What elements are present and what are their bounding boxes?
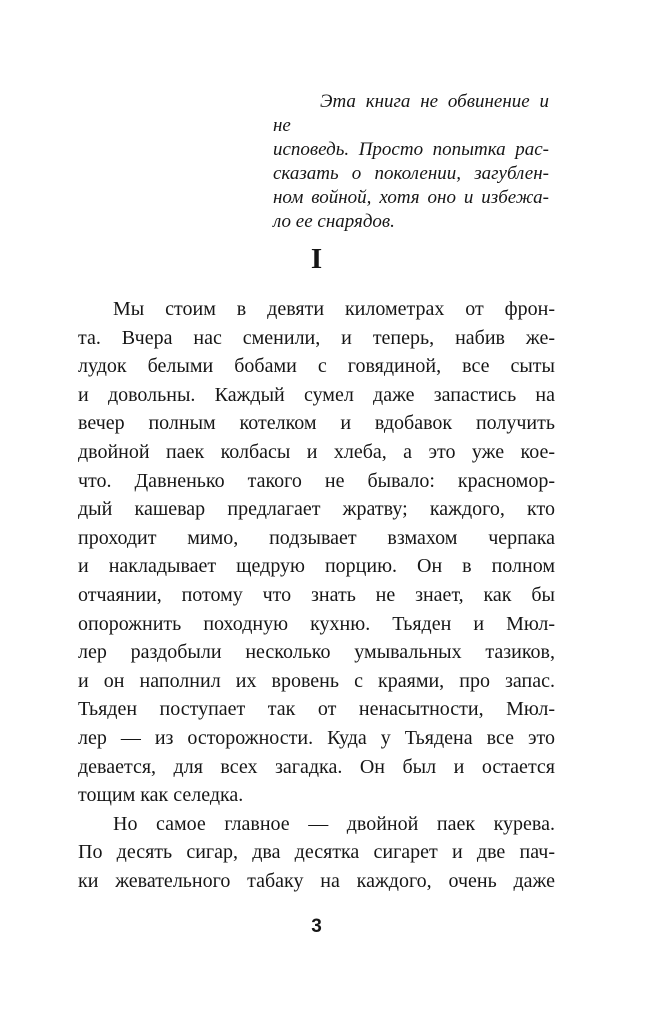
text-line: Тьяден поступает так от ненасытности, Мюл- [78, 698, 555, 721]
text-line: ки жевательного табаку на каждого, очень даже [78, 869, 555, 892]
text-line: что. Давненько такого не бывало: красномор- [78, 469, 555, 492]
text-line: и он наполнил их вровень с краями, про запас. [78, 669, 555, 692]
text-line: и довольны. Каждый сумел даже запастись на [78, 383, 555, 406]
text-line: та. Вчера нас сменили, и теперь, набив же- [78, 326, 555, 349]
text-line: По десять сигар, два десятка сигарет и две пач- [78, 841, 555, 864]
text-line: сказать о поколении, загублен- [273, 163, 549, 184]
page-number: 3 [311, 916, 322, 937]
body-text [78, 295, 555, 895]
text-line: исповедь. Просто попытка рас- [273, 139, 549, 160]
text-line: дый кашевар предлагает жратву; каждого, кто [78, 498, 555, 521]
epigraph [273, 90, 549, 234]
text-line: Мы стоим в девяти километрах от фрон- [113, 298, 555, 320]
text-line: опорожнить походную кухню. Тьяден и Мюл- [78, 612, 555, 635]
paragraph [78, 810, 555, 896]
text-line: ло ее снарядов. [273, 211, 395, 232]
text-line: тощим как селедка. [78, 784, 244, 807]
text-line: лер — из осторожности. Куда у Тьядена все это [78, 726, 555, 749]
text-line: отчаянии, потому что знать не знает, как бы [78, 583, 555, 606]
text-line: и накладывает щедрую порцию. Он в полном [78, 555, 555, 578]
text-line: двойной паек колбасы и хлеба, а это уже кое- [78, 440, 555, 463]
text-line: ном войной, хотя оно и избежа- [273, 187, 549, 208]
text-line: лудок белыми бобами с говядиной, все сыты [78, 355, 555, 378]
paragraph [78, 295, 555, 810]
chapter-numeral: I [310, 243, 323, 275]
text-line: девается, для всех загадка. Он был и остается [78, 755, 555, 778]
text-line: лер раздобыли несколько умывальных тазиков, [78, 641, 555, 664]
text-line: проходит мимо, подзывает взмахом черпака [78, 526, 555, 549]
text-line: Но самое главное — двойной паек курева. [113, 812, 555, 835]
text-line: Эта книга не обвинение и не [273, 91, 549, 136]
text-line: вечер полным котелком и вдобавок получить [78, 412, 555, 435]
